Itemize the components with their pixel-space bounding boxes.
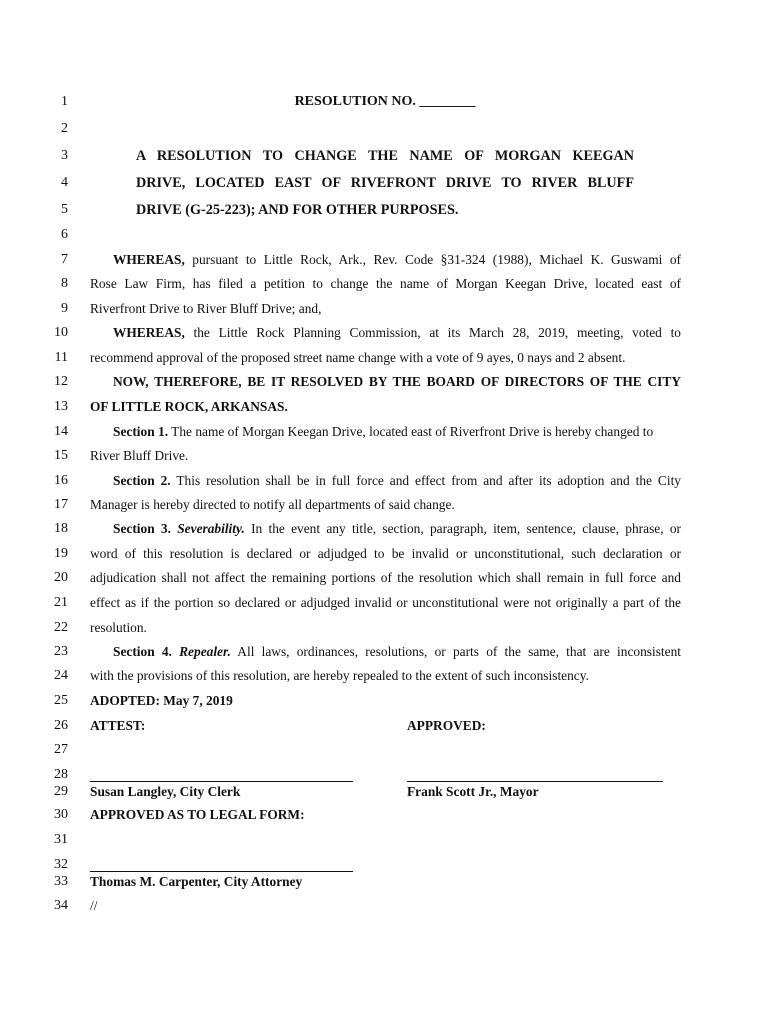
line-number: 22	[54, 620, 68, 635]
line-number: 27	[54, 742, 68, 757]
section-label: Section 4.	[113, 644, 172, 659]
line-number: 31	[54, 832, 68, 847]
heading-line: DRIVE, LOCATED EAST OF RIVEFRONT DRIVE TO RIVER BLUFF	[136, 175, 634, 191]
whereas-1-line: Riverfront Drive to River Bluff Drive; and,	[90, 301, 322, 316]
section-1-line: River Bluff Drive.	[90, 448, 189, 463]
section-3-line: effect as if the portion so declared or adjudged invalid or unconstitutional were not originally a part of the	[90, 595, 681, 610]
resolved-line: NOW, THEREFORE, BE IT RESOLVED BY THE BOARD OF DIRECTORS OF THE CITY	[113, 374, 681, 389]
mayor-signature-line	[407, 781, 663, 782]
line-number: 16	[54, 473, 68, 488]
heading-line: A RESOLUTION TO CHANGE THE NAME OF MORGAN KEEGAN	[136, 148, 634, 164]
section-4-line: Section 4. Repealer. All laws, ordinances, resolutions, or parts of the same, that are inconsistent	[113, 644, 681, 659]
line-number: 21	[54, 595, 68, 610]
line-number: 5	[61, 202, 68, 217]
whereas-2-line: recommend approval of the proposed street name change with a vote of 9 ayes, 0 nays and 2 absent.	[90, 350, 626, 365]
whereas-2-line: WHEREAS, the Little Rock Planning Commission, at its March 28, 2019, meeting, voted to	[113, 325, 681, 340]
whereas-lead: WHEREAS,	[113, 252, 185, 267]
section-title: Severability.	[177, 521, 245, 536]
section-4-line: with the provisions of this resolution, are hereby repealed to the extent of such inconsistency.	[90, 668, 589, 683]
section-3-line: Section 3. Severability. In the event any title, section, paragraph, item, sentence, clause, phrase, or	[113, 521, 681, 536]
attorney-name: Thomas M. Carpenter, City Attorney	[90, 874, 303, 889]
line-number: 12	[54, 374, 68, 389]
section-1-line: Section 1. The name of Morgan Keegan Drive, located east of Riverfront Drive is hereby changed to	[113, 424, 654, 439]
line-number: 34	[54, 898, 68, 913]
line-number: 25	[54, 693, 68, 708]
line-number: 10	[54, 325, 68, 340]
clerk-signature-line	[90, 781, 353, 782]
resolved-line: OF LITTLE ROCK, ARKANSAS.	[90, 399, 288, 414]
line-number: 24	[54, 668, 68, 683]
section-label: Section 2.	[113, 473, 171, 488]
line-number: 11	[54, 350, 68, 365]
section-label: Section 3.	[113, 521, 171, 536]
line-number: 2	[61, 121, 68, 136]
line-number: 8	[61, 276, 68, 291]
attest-label: ATTEST:	[90, 718, 146, 733]
line-number: 30	[54, 807, 68, 822]
page-title: RESOLUTION NO. ________	[294, 94, 476, 109]
attorney-signature-line	[90, 871, 353, 872]
section-2-line: Section 2. This resolution shall be in full force and effect from and after its adoption and the City	[113, 473, 682, 488]
mayor-name: Frank Scott Jr., Mayor	[407, 784, 539, 799]
whereas-lead: WHEREAS,	[113, 325, 185, 340]
line-number: 18	[54, 521, 68, 536]
line-number: 19	[54, 546, 68, 561]
line-number: 33	[54, 874, 68, 889]
section-title: Repealer.	[179, 644, 231, 659]
line-number: 1	[61, 94, 68, 109]
end-mark: //	[90, 898, 98, 913]
line-number: 26	[54, 718, 68, 733]
adopted-date: ADOPTED: May 7, 2019	[90, 693, 233, 708]
line-number: 14	[54, 424, 68, 439]
legal-form-label: APPROVED AS TO LEGAL FORM:	[90, 807, 305, 822]
line-number: 15	[54, 448, 68, 463]
line-number: 17	[54, 497, 68, 512]
line-number: 20	[54, 570, 68, 585]
section-3-line: resolution.	[90, 620, 147, 635]
line-number: 9	[61, 301, 68, 316]
section-label: Section 1.	[113, 424, 169, 439]
whereas-1-line: WHEREAS, pursuant to Little Rock, Ark., Rev. Code §31-324 (1988), Michael K. Guswami of	[113, 252, 681, 267]
line-number: 4	[61, 175, 68, 190]
line-number: 13	[54, 399, 68, 414]
line-number: 3	[61, 148, 68, 163]
section-3-line: word of this resolution is declared or adjudged to be invalid or unconstitutional, such declaration or	[90, 546, 681, 561]
line-number: 32	[54, 857, 68, 872]
clerk-name: Susan Langley, City Clerk	[90, 784, 241, 799]
whereas-1-line: Rose Law Firm, has filed a petition to change the name of Morgan Keegan Drive, located east of	[90, 276, 681, 291]
line-number: 23	[54, 644, 68, 659]
line-number: 7	[61, 252, 68, 267]
section-3-line: adjudication shall not affect the remaining portions of the resolution which shall remain in full force and	[90, 570, 681, 585]
approved-label: APPROVED:	[407, 718, 486, 733]
line-number: 29	[54, 784, 68, 799]
line-number: 6	[61, 227, 68, 242]
heading-line: DRIVE (G-25-223); AND FOR OTHER PURPOSES.	[136, 202, 459, 218]
line-number: 28	[54, 767, 68, 782]
section-2-line: Manager is hereby directed to notify all departments of said change.	[90, 497, 455, 512]
